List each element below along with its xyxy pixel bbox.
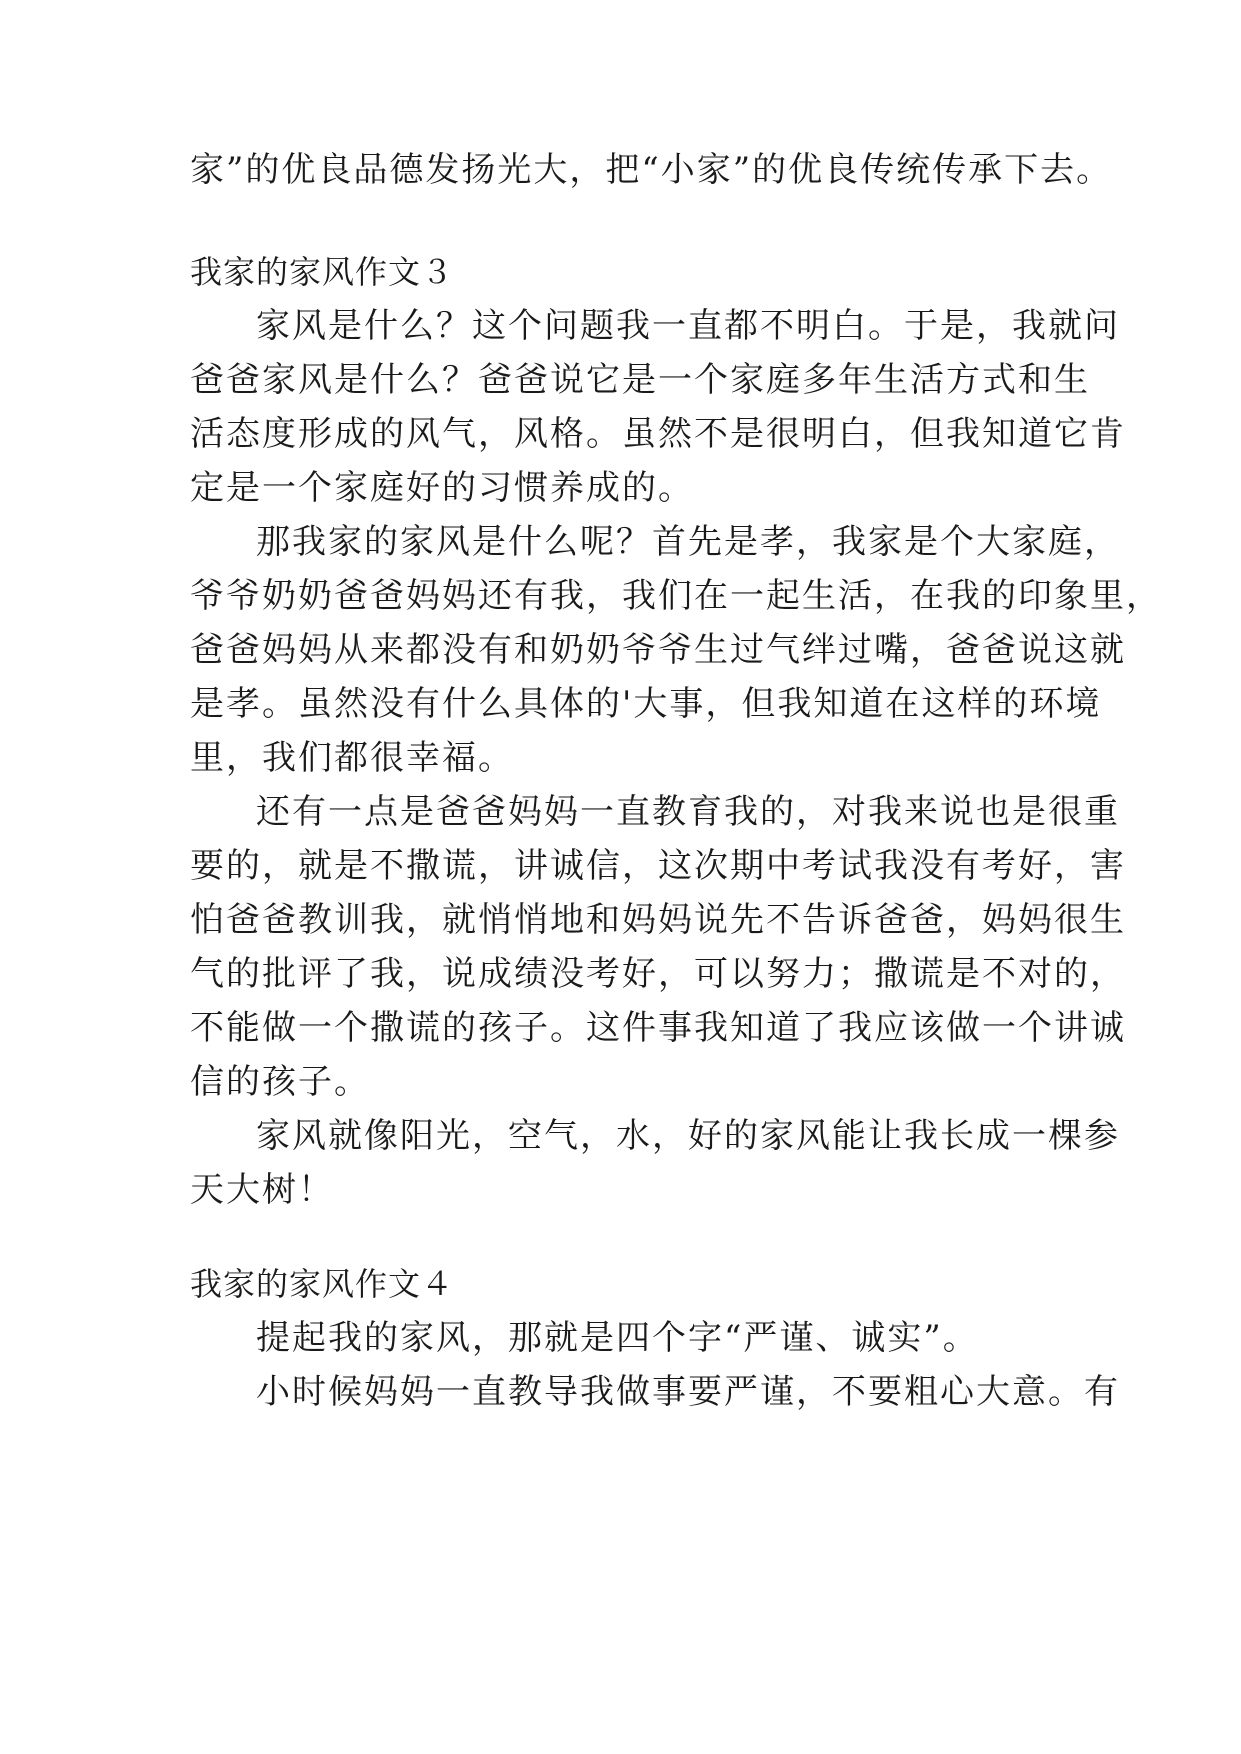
essay4-p1-line: 提起我的家风，那就是四个字“严谨、诚实”。: [256, 1318, 979, 1358]
essay3-p2-line: 是孝。虽然没有什么具体的'大事，但我知道在这样的环境: [190, 684, 1102, 724]
essay3-p1-line: 家风是什么？这个问题我一直都不明白。于是，我就问: [256, 306, 1120, 346]
essay3-p3-line: 不能做一个撒谎的孩子。这件事我知道了我应该做一个讲诚: [190, 1008, 1126, 1048]
essay3-p1-line: 爸爸家风是什么？爸爸说它是一个家庭多年生活方式和生: [190, 360, 1090, 400]
essay3-p3-line: 信的孩子。: [190, 1062, 370, 1102]
essay3-p3-line: 怕爸爸教训我，就悄悄地和妈妈说先不告诉爸爸，妈妈很生: [190, 900, 1126, 940]
essay3-p1-line: 活态度形成的风气，风格。虽然不是很明白，但我知道它肯: [190, 414, 1126, 454]
document-page: [190, 0, 1162, 1754]
essay3-p2-line: 里，我们都很幸福。: [190, 738, 514, 778]
essay3-p2-line: 爸爸妈妈从来都没有和奶奶爷爷生过气绊过嘴，爸爸说这就: [190, 630, 1126, 670]
essay3-p3-line: 要的，就是不撒谎，讲诚信，这次期中考试我没有考好，害: [190, 846, 1126, 886]
essay3-p4-line: 天大树！: [190, 1170, 334, 1210]
essay4-title: 我家的家风作文４: [190, 1265, 455, 1303]
intro-tail-line: 家”的优良品德发扬光大，把“小家”的优良传统传承下去。: [190, 150, 1113, 190]
essay3-p1-line: 定是一个家庭好的习惯养成的。: [190, 468, 694, 508]
essay3-p3-line: 气的批评了我，说成绩没考好，可以努力；撒谎是不对的，: [190, 954, 1126, 994]
essay3-title: 我家的家风作文３: [190, 253, 455, 291]
essay3-p2-line: 那我家的家风是什么呢？首先是孝，我家是个大家庭，: [256, 522, 1120, 562]
essay3-p2-line: 爷爷奶奶爸爸妈妈还有我，我们在一起生活，在我的印象里，: [190, 576, 1162, 616]
essay3-p3-line: 还有一点是爸爸妈妈一直教育我的，对我来说也是很重: [256, 792, 1120, 832]
essay3-p4-line: 家风就像阳光，空气，水，好的家风能让我长成一棵参: [256, 1116, 1120, 1156]
essay4-p2-line: 小时候妈妈一直教导我做事要严谨，不要粗心大意。有: [256, 1372, 1120, 1412]
